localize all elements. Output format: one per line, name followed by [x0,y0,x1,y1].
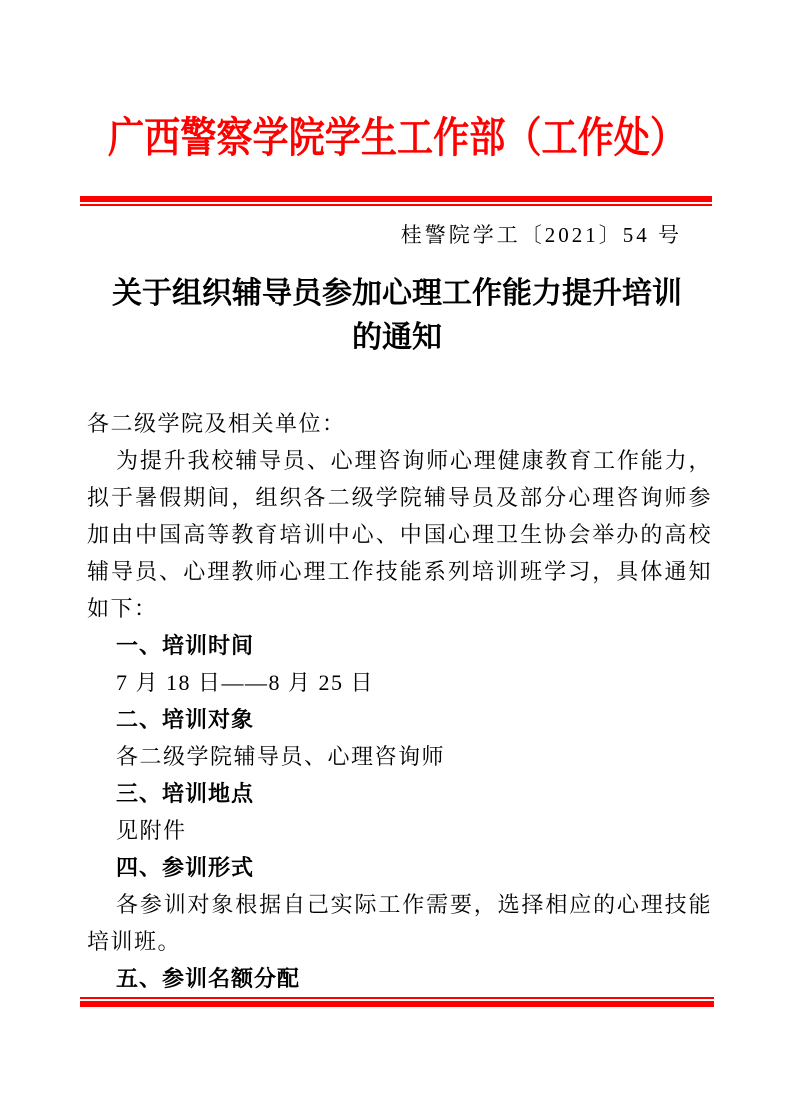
section-heading-5: 五、参训名额分配 [116,966,301,991]
red-separator-top [80,196,712,206]
intro-paragraph: 为提升我校辅导员、心理咨询师心理健康教育工作能力，拟于暑假期间，组织各二级学院辅导员及部分心理咨询师参加由中国高等教育培训中心、中国心理卫生协会举办的高校辅导员、心理教师心理工作技能系列培训班学习，具体通知如下： [87,448,712,621]
section-content-3: 见附件 [116,818,187,843]
salutation: 各二级学院及相关单位： [87,411,346,436]
red-separator-bottom [80,997,714,1007]
notice-title [0,272,794,360]
notice-body [0,405,794,997]
section-content-2: 各二级学院辅导员、心理咨询师 [116,744,446,769]
notice-title-line-1: 关于组织辅导员参加心理工作能力提升培训 [112,277,682,310]
agency-header-title: 广西警察学院学生工作部（工作处） [108,114,686,161]
section-content-1: 7 月 18 日——8 月 25 日 [116,670,375,695]
notice-title-line-2: 的通知 [352,321,442,354]
section-heading-2: 二、培训对象 [116,707,255,732]
section-content-4: 各参训对象根据自己实际工作需要，选择相应的心理技能培训班。 [87,892,712,954]
document-number: 桂警院学工〔2021〕54 号 [400,223,682,247]
section-heading-1: 一、培训时间 [116,633,255,658]
section-heading-3: 三、培训地点 [116,781,255,806]
section-heading-4: 四、参训形式 [116,855,255,880]
